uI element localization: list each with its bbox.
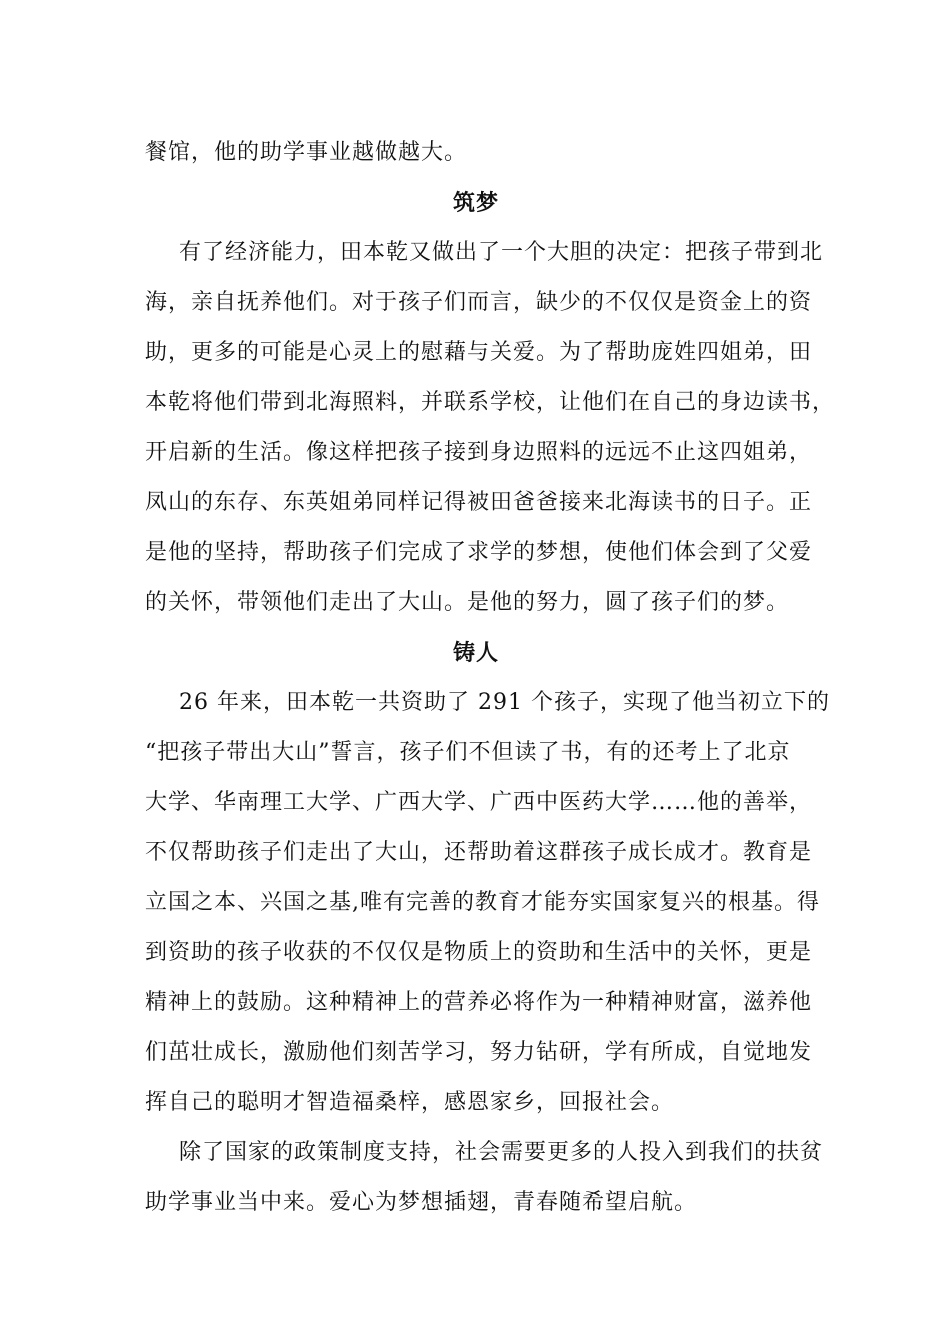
- paragraph-line: 大学、华南理工大学、广西大学、广西中医药大学……他的善举，: [145, 790, 813, 815]
- paragraph-line: 26 年来，田本乾一共资助了 291 个孩子，实现了他当初立下的: [179, 690, 830, 715]
- section-heading-zhumeng: 筑梦: [452, 190, 499, 216]
- document-body: [145, 128, 836, 1228]
- paragraph-line: 助，更多的可能是心灵上的慰藉与关爱。为了帮助庞姓四姐弟，田: [145, 340, 813, 365]
- section2-paragraph-1: [145, 678, 830, 1128]
- paragraph-line: 立国之本、兴国之基,唯有完善的教育才能夯实国家复兴的根基。得: [145, 890, 820, 915]
- paragraph-line: 除了国家的政策制度支持，社会需要更多的人投入到我们的扶贫: [179, 1140, 824, 1165]
- paragraph-line: 是他的坚持，帮助孩子们完成了求学的梦想，使他们体会到了父爱: [145, 540, 813, 565]
- paragraph-line: 海，亲自抚养他们。对于孩子们而言，缺少的不仅仅是资金上的资: [145, 290, 813, 315]
- paragraph-line: 开启新的生活。像这样把孩子接到身边照料的远远不止这四姐弟，: [145, 440, 813, 465]
- opening-line: 餐馆，他的助学事业越做越大。: [145, 140, 468, 165]
- section2-paragraph-2: [145, 1128, 824, 1228]
- section1-paragraph: [145, 228, 836, 628]
- paragraph-line: 的关怀，带领他们走出了大山。是他的努力，圆了孩子们的梦。: [145, 590, 790, 615]
- section-heading-zhuren: 铸人: [452, 640, 499, 666]
- paragraph-line: 有了经济能力，田本乾又做出了一个大胆的决定：把孩子带到北: [179, 240, 824, 265]
- paragraph-line: 精神上的鼓励。这种精神上的营养必将作为一种精神财富，滋养他: [145, 990, 813, 1015]
- paragraph-line: 凤山的东存、东英姐弟同样记得被田爸爸接来北海读书的日子。正: [145, 490, 813, 515]
- paragraph-line: “把孩子带出大山”誓言，孩子们不但读了书，有的还考上了北京: [145, 740, 791, 765]
- paragraph-line: 助学事业当中来。爱心为梦想插翅，青春随希望启航。: [145, 1190, 698, 1215]
- paragraph-line: 本乾将他们带到北海照料，并联系学校，让他们在自己的身边读书，: [145, 390, 836, 415]
- paragraph-line: 不仅帮助孩子们走出了大山，还帮助着这群孩子成长成才。教育是: [145, 840, 813, 865]
- paragraph-line: 挥自己的聪明才智造福桑梓，感恩家乡，回报社会。: [145, 1090, 675, 1115]
- paragraph-line: 到资助的孩子收获的不仅仅是物质上的资助和生活中的关怀，更是: [145, 940, 813, 965]
- paragraph-line: 们茁壮成长，激励他们刻苦学习，努力钻研，学有所成，自觉地发: [145, 1040, 813, 1065]
